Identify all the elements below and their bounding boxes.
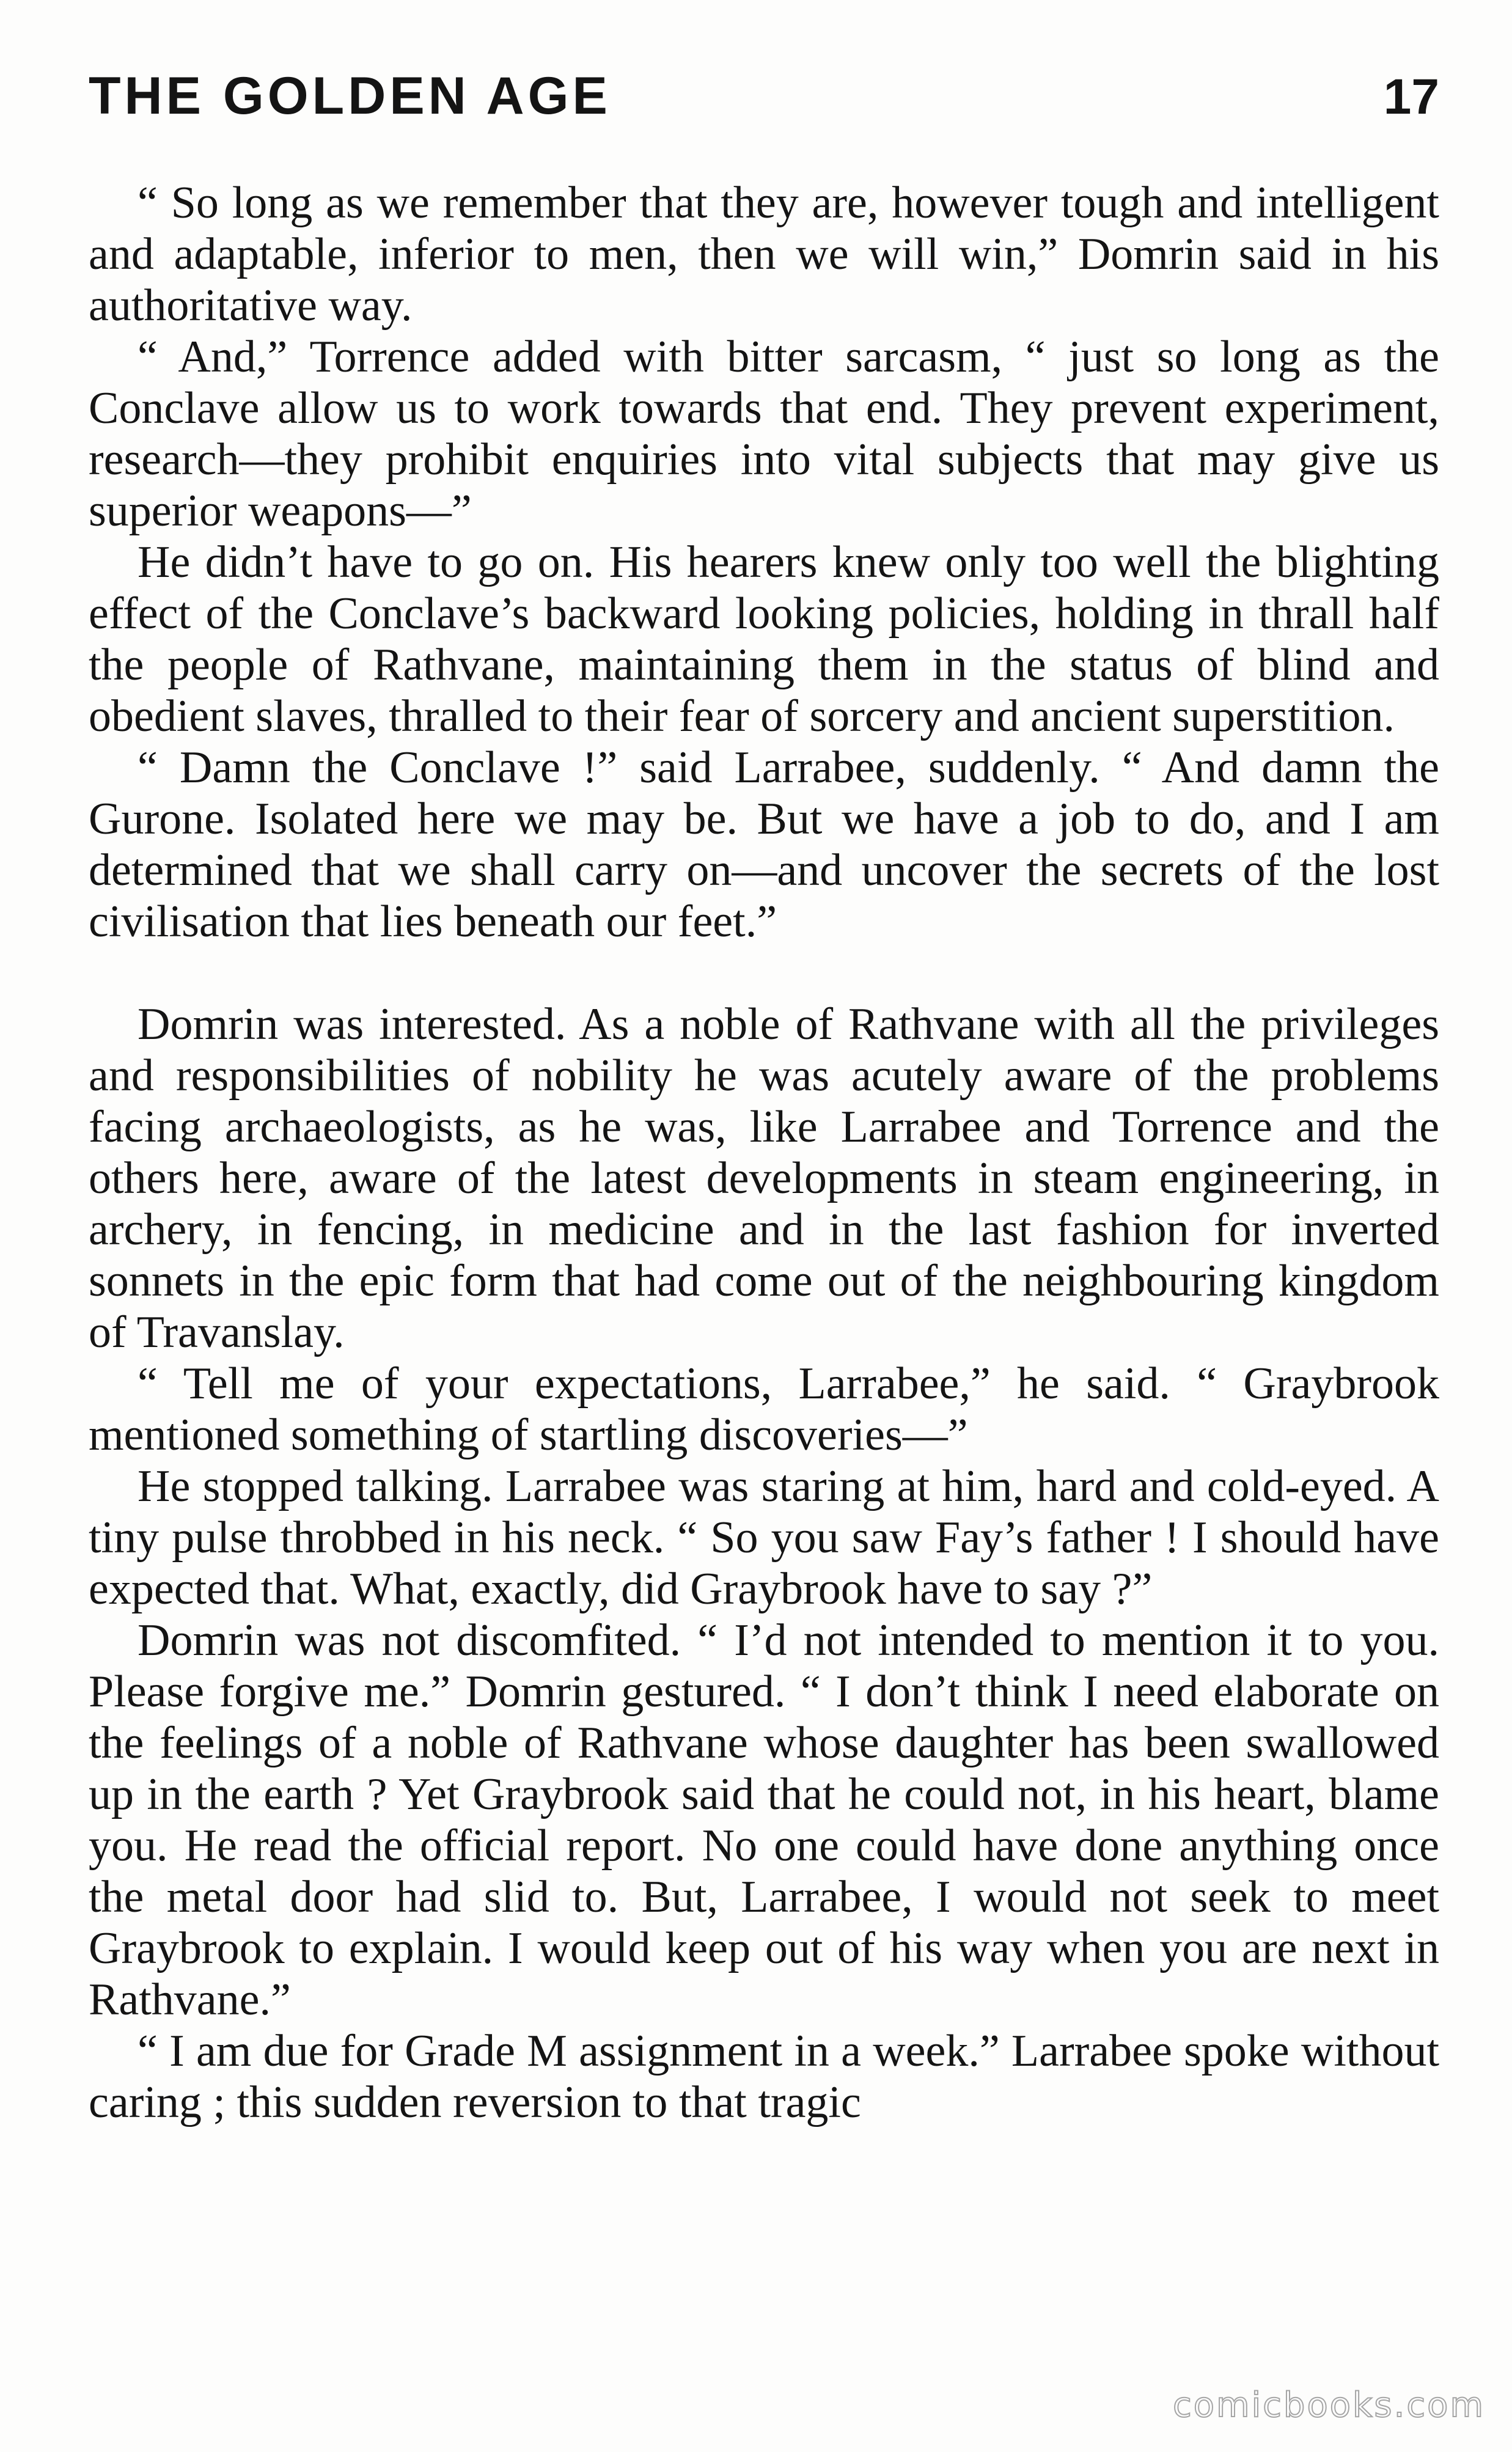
paragraph: “ Damn the Conclave !” said Larrabee, suddenly. “ And damn the Gurone. Isolated here we may be. But we have a job to do, and I am determined that we shall carry on—and uncover the secrets of the lost civilisation that lies beneath our feet.” <box>89 743 1439 947</box>
paragraph: “ Tell me of your expectations, Larrabee,” he said. “ Graybrook mentioned something of startling discoveries—” <box>89 1359 1439 1460</box>
page-number: 17 <box>1383 69 1439 125</box>
watermark: comicbooks.com <box>1172 2385 1485 2425</box>
paragraph: He stopped talking. Larrabee was staring at him, hard and cold-eyed. A tiny pulse throbbed in his neck. “ So you saw Fay’s father ! I should have expected that. What, exactly, did Graybrook have to say ?” <box>89 1461 1439 1614</box>
body-text <box>89 177 1439 2128</box>
paragraph: “ So long as we remember that they are, however tough and intelligent and adaptable, inferior to men, then we will win,” Domrin said in his authoritative way. <box>89 178 1439 331</box>
paragraph: “ And,” Torrence added with bitter sarcasm, “ just so long as the Conclave allow us to work towards that end. They prevent experiment, research—they prohibit enquiries into vital subjects that may give us superior weapons—” <box>89 332 1439 536</box>
paragraph: He didn’t have to go on. His hearers knew only too well the blighting effect of the Conclave’s backward looking policies, holding in thrall half the people of Rathvane, maintaining them in the status of blind and obedient slaves, thralled to their fear of sorcery and ancient superstition. <box>89 537 1439 741</box>
paragraph: Domrin was not discomfited. “ I’d not intended to mention it to you. Please forgive me.” Domrin gestured. “ I don’t think I need elaborate on the feelings of a noble of Rathvane whose daughter has been swallowed up in the earth ? Yet Graybrook said that he could not, in his heart, blame you. He read the official report. No one could have done anything once the metal door had slid to. But, Larrabee, I would not seek to meet Graybrook to explain. I would keep out of his way when you are next in Rathvane.” <box>89 1615 1439 2025</box>
book-title: THE GOLDEN AGE <box>89 67 611 125</box>
paragraph: “ I am due for Grade M assignment in a week.” Larrabee spoke without caring ; this sudden reversion to that tragic <box>89 2026 1439 2127</box>
paragraph: Domrin was interested. As a noble of Rathvane with all the privileges and responsibilities of nobility he was acutely aware of the problems facing archaeologists, as he was, like Larrabee and Torrence and the others here, aware of the latest developments in steam engineering, in archery, in fencing, in medicine and in the last fashion for inverted sonnets in the epic form that had come out of the neighbouring kingdom of Travanslay. <box>89 999 1439 1357</box>
running-head <box>89 66 1439 133</box>
